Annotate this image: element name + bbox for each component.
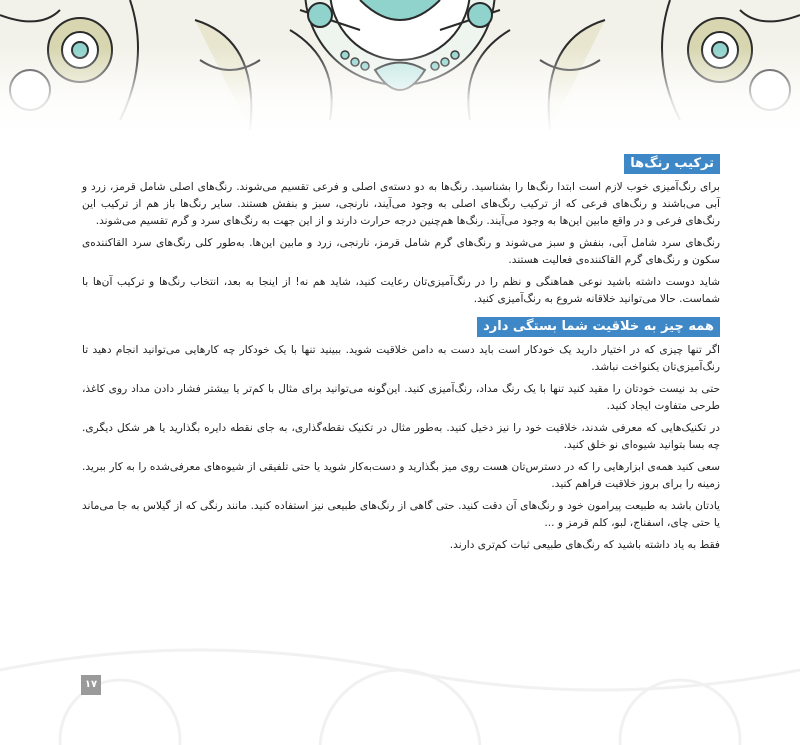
- paragraph: اگر تنها چیزی که در اختیار دارید یک خودکار است باید دست به دامن خلاقیت شوید. ببینید تنها با یک خودکار چه کارهایی می‌توانید انجام دهید تا رنگ‌آمیزی‌تان یکنواخت نباشد.: [82, 344, 720, 373]
- paragraph: در تکنیک‌هایی که معرفی شدند، خلاقیت خود را نیز دخیل کنید. به‌طور مثال در تکنیک نقطه‌گذاری، به جای نقطه دایره بگذارید یا هر شکل دیگری. چه بسا بتوانید شیوه‌ای نو خلق کنید.: [82, 422, 720, 451]
- page-number: ۱۷: [81, 675, 101, 695]
- section-heading-color-combination: ترکیب رنگ‌ها: [624, 154, 720, 174]
- paragraph: برای رنگ‌آمیزی خوب لازم است ابتدا رنگ‌ها را بشناسید. رنگ‌ها به دو دسته‌ی اصلی و فرعی تقسیم می‌شوند. رنگ‌های اصلی شامل قرمز، زرد و آبی می‌باشند و رنگ‌های فرعی که از ترکیب رنگ‌های اصلی به وجود می‌آیند، نارنجی، سبز و بنفش هستند. سایر رنگ‌ها باز هم از ترکیب این رنگ‌های فرعی و در واقع مابین این‌ها به وجود می‌آیند. رنگ‌ها هم‌چنین درجه حرارت دارند و از این جهت به رنگ‌های سرد و گرم تقسیم می‌شوند.: [82, 181, 720, 227]
- section-heading-creativity: همه چیز به خلاقیت شما بستگی دارد: [477, 317, 720, 337]
- mandala-banner: [0, 0, 800, 135]
- paragraph: رنگ‌های سرد شامل آبی، بنفش و سبز می‌شوند و رنگ‌های گرم شامل قرمز، نارنجی، زرد و مابین این‌ها. به‌طور کلی رنگ‌های سرد القاکننده‌ی سکون و رنگ‌های گرم القاکننده‌ی فعالیت هستند.: [82, 237, 720, 266]
- paragraph: فقط به یاد داشته باشید که رنگ‌های طبیعی ثبات کم‌تری دارند.: [449, 539, 720, 551]
- paragraph: سعی کنید همه‌ی ابزارهایی را که در دسترس‌تان هست روی میز بگذارید و دست‌به‌کار شوید یا حتی تلفیقی از شیوه‌های معرفی‌شده را به کار ببرید. زمینه را برای بروز خلاقیت فراهم کنید.: [82, 461, 720, 490]
- banner-fade: [0, 0, 800, 135]
- background-pattern: [0, 630, 800, 745]
- paragraph: یادتان باشد به طبیعت پیرامون خود و رنگ‌های آن دقت کنید. حتی گاهی از رنگ‌های طبیعی نیز استفاده کنید. مانند رنگی که از گیلاس به جا می‌ماند یا حتی چای، اسفناج، لبو، کلم قرمز و ...: [82, 500, 720, 529]
- article-body: [82, 152, 720, 559]
- paragraph: حتی بد نیست خودتان را مقید کنید تنها با یک رنگ مداد، رنگ‌آمیزی کنید. این‌گونه می‌توانید برای مثال با کم‌تر یا بیشتر فشار دادن مداد روی کاغذ، طرحی متفاوت ایجاد کنید.: [82, 383, 720, 412]
- paragraph: شاید دوست داشته باشید نوعی هماهنگی و نظم را در رنگ‌آمیزی‌تان رعایت کنید، شاید هم نه! از اینجا به بعد، انتخاب رنگ‌ها و ترکیب آن‌ها با شماست. حالا می‌توانید خلاقانه شروع به رنگ‌آمیزی کنید.: [82, 276, 720, 305]
